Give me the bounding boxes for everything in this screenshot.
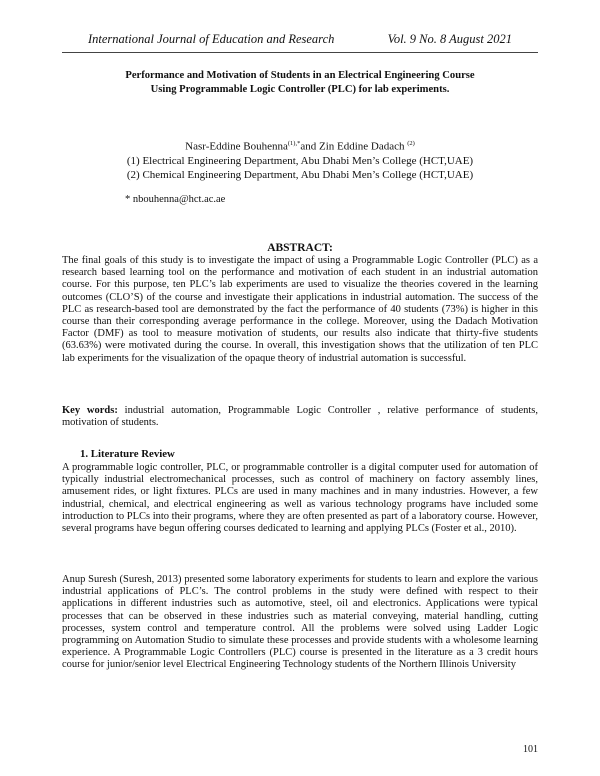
keywords-text: industrial automation, Programmable Logic Controller , relative performance of students, motivation of students. <box>62 405 539 429</box>
author-1-marker: (1),* <box>287 140 301 147</box>
keywords <box>62 405 538 429</box>
author-line <box>0 137 600 154</box>
author-2-marker: (2) <box>407 140 415 147</box>
journal-name: International Journal of Education and Research <box>88 32 335 46</box>
paper-title <box>62 69 538 97</box>
abstract-heading: ABSTRACT: <box>267 242 333 254</box>
volume-info: Vol. 9 No. 8 August 2021 <box>387 32 512 46</box>
section-heading: 1. Literature Review <box>80 448 175 460</box>
body-paragraph: A programmable logic controller, PLC, or programmable controller is a digital computer used for automation of typically industrial electromechanical processes, such as control of machinery on factory assembly lines, amusement rides, or light fixtures. PLCs are used in many machines and in many industries. However, a few industrial, chemical, and electrical engineering as well as various technology programs have included some introduction to PLCs into their programs, where they are often presented as part of a laboratory course. However, several programs have begun offering courses dedicated to learning and applying PLCs (Foster et al., 2010). <box>62 462 539 535</box>
keywords-label: Key words: <box>62 405 118 416</box>
abstract-text: The final goals of this study is to investigate the impact of using a Programmable Logic Controller (PLC) as a research based learning tool on the performance and motivation of each student in an industrial automation course. For this purpose, ten PLC’s lab experiments are used to visualize the theories covered in the learning outcomes (CLO’S) of the course and investigate their applications in industrial automation. The success of the PLC as research-based tool are demonstrated by the fact the performance of 40 students (73%) is higher in this course than their corresponding average performance in the college. Moreover, using the Dadach Motivation Factor (DMF) as tool to measure motivation of students, our results also indicate that thirty-five students (63.63%) were motivated during the course. In overall, this investigation shows that the utilization of ten PLC lab experiments for the visualization of the opaque theory of industrial automation is successful. <box>62 255 538 364</box>
page-number: 101 <box>523 744 538 755</box>
corresponding-email: * nbouhenna@hct.ac.ae <box>125 194 226 205</box>
title-line-1: Performance and Motivation of Students in an Electrical Engineering Course <box>125 70 475 81</box>
title-line-2: Using Programmable Logic Controller (PLC) for lab experiments. <box>150 84 450 95</box>
running-header <box>62 32 538 53</box>
author-block <box>0 137 600 182</box>
author-connector: and Zin Eddine Dadach <box>300 140 405 153</box>
author-1: Nasr-Eddine Bouhenna <box>185 140 288 153</box>
body-paragraph: Anup Suresh (Suresh, 2013) presented some laboratory experiments for students to learn and explore the various industrial applications of PLC’s. The control problems in the study were defined with respect to their applications in different industries such as automotive, steel, oil and electronics. Applications were typical processes that can be observed in these industries such as material conveying, material handling, cutting processes, system control and temperature control. All the problems were solved using Ladder Logic programming on Automation Studio to simulate these processes and provide students with a wholesome learning experience. A Programmable Logic Controllers (PLC) course is presented in the literature as a 3 credit hours course for junior/senior level Electrical Engineering Technology students of the Northern Illinois University <box>62 574 538 671</box>
affiliation-2: (2) Chemical Engineering Department, Abu Dhabi Men’s College (HCT,UAE) <box>126 168 474 181</box>
affiliation-1: (1) Electrical Engineering Department, Abu Dhabi Men’s College (HCT,UAE) <box>126 154 474 167</box>
